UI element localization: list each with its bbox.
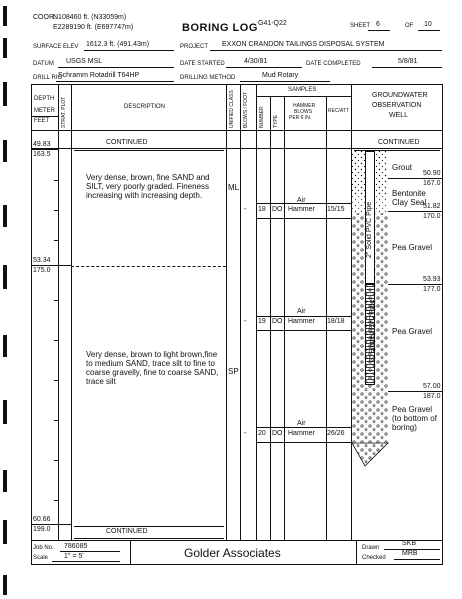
drilling-method: Mud Rotary (262, 72, 299, 79)
col-hammer-3: PER 6 IN. (289, 115, 312, 121)
sample-hammer-1: Air (297, 197, 306, 204)
drawn-label: Drawn (362, 545, 380, 551)
sample-rec: 15/15 (327, 206, 345, 213)
well-interval-depth-m: 51.82 (423, 203, 441, 210)
sample-type: DO (272, 430, 283, 437)
sheet-label: SHEET (350, 23, 371, 29)
well-continued: CONTINUED (378, 139, 420, 146)
col-unified-class: UNIFIED CLASS (229, 90, 235, 128)
solid-pipe-label: 2" Solid PVC Pipe (366, 201, 373, 258)
col-observation: OBSERVATION (372, 102, 422, 109)
job-no: 786085 (64, 543, 88, 550)
sample-hammer-2: Hammer (288, 318, 315, 325)
log-id: G41-Q22 (258, 20, 287, 27)
continued-top: CONTINUED (106, 139, 148, 146)
sample-rec: 26/26 (327, 430, 345, 437)
well-interval-depth-m: 53.93 (423, 276, 441, 283)
continued-bottom: CONTINUED (106, 528, 148, 535)
sample-type: DO (272, 206, 283, 213)
date-started-label: DATE STARTED (180, 61, 225, 67)
date-completed-label: DATE COMPLETED (306, 61, 361, 67)
sheet-total: 10 (424, 21, 432, 28)
project-name: EXXON CRANDON TAILINGS DISPOSAL SYSTEM (222, 41, 385, 48)
drawn-by: SKB (402, 540, 417, 547)
col-number: NUMBER (259, 106, 265, 128)
layer-description: Very dense, brown to light brown,fine to medium SAND, trace silt to fine to coarse gravelly, fine to coarse SAND, trace silt (86, 350, 219, 386)
well-interval-depth-m: 57.00 (423, 383, 441, 390)
well-interval-label: Pea Gravel (to bottom of boring) (392, 405, 437, 432)
col-depth-meter: METER (34, 108, 55, 114)
job-no-label: Job No. (33, 545, 54, 551)
sample-number: 19 (258, 318, 266, 325)
sample-blows: - (244, 206, 247, 213)
well-interval-label: Grout (392, 163, 413, 172)
depth-bottom-ft: 199.0 (33, 526, 51, 533)
drilling-method-label: DRILLING METHOD (180, 75, 236, 81)
col-strat-plot: STRAT. PLOT (61, 96, 67, 128)
surface-elev: 1612.3 ft. (491.43m) (86, 41, 150, 48)
sample-hammer-2: Hammer (288, 206, 315, 213)
well-interval-label: Pea Gravel (392, 327, 433, 336)
project-label: PROJECT (180, 44, 209, 50)
col-blows-foot: BLOWS / FOOT (243, 91, 249, 128)
col-hammer-1: HAMMER (293, 103, 316, 109)
well-interval-depth-m: 50.90 (423, 170, 441, 177)
col-well: WELL (389, 112, 409, 119)
well-interval-depth-ft: 187.0 (423, 393, 441, 400)
sample-hammer-1: Air (297, 308, 306, 315)
drill-rig-label: DRILL RIG (33, 75, 63, 81)
col-depth: DEPTH (34, 96, 55, 102)
date-started: 4/30/81 (244, 58, 268, 65)
coord-east: E2289190 ft. (E697747m) (53, 24, 134, 31)
sample-number: 20 (258, 430, 266, 437)
well-interval-depth-ft: 170.0 (423, 213, 441, 220)
checked-label: Checked (362, 555, 386, 561)
col-depth-feet: FEET (34, 118, 50, 124)
sheet-number: 6 (376, 21, 380, 28)
coord-north: N108460 ft. (N33059m) (53, 14, 127, 21)
layer-description: Very dense, brown, fine SAND and SILT, very poorly graded. Fineness increasing with increasing depth. (86, 173, 210, 200)
surface-elev-label: SURFACE ELEV (33, 44, 79, 50)
sample-hammer-1: Air (297, 420, 306, 427)
well-interval-label: Pea Gravel (392, 243, 433, 252)
sample-rec: 18/18 (327, 318, 345, 325)
col-type: TYPE (273, 114, 279, 128)
company-name: Golder Associates (184, 546, 281, 560)
checked-by: MRB (402, 550, 418, 557)
page-title: BORING LOG (182, 22, 258, 34)
layer-class: SP (228, 367, 239, 376)
sample-hammer-2: Hammer (288, 430, 315, 437)
drill-rig: Schramm Rotadrill T64HP (58, 72, 140, 79)
scale-label: Scale (33, 555, 49, 561)
col-samples: SAMPLES (288, 87, 317, 93)
datum: USGS MSL (66, 58, 103, 65)
col-rec-att: REC/ATT (328, 108, 350, 114)
datum-label: DATUM (33, 61, 54, 67)
col-hammer-2: BLOWS (294, 109, 313, 115)
scale: 1" = 5' (64, 553, 84, 560)
col-description: DESCRIPTION (124, 104, 166, 110)
well-interval-label: Bentonite Clay Seal (392, 189, 427, 207)
depth-top-m: 49.83 (33, 141, 51, 148)
sheet-of-label: OF (405, 23, 414, 29)
col-groundwater: GROUNDWATER (372, 92, 428, 99)
sample-blows: - (244, 318, 247, 325)
depth-bottom-m: 60.66 (33, 516, 51, 523)
sample-blows: - (244, 430, 247, 437)
date-completed: 5/8/81 (398, 58, 418, 65)
coord-label: COOR. (33, 14, 56, 21)
well-interval-depth-ft: 167.0 (423, 180, 441, 187)
depth-mid-m: 53.34 (33, 257, 51, 264)
well-interval-depth-ft: 177.0 (423, 286, 441, 293)
sample-number: 18 (258, 206, 266, 213)
sample-type: DO (272, 318, 283, 325)
depth-mid-ft: 175.0 (33, 267, 51, 274)
depth-top-ft: 163.5 (33, 151, 51, 158)
slotted-pipe-label: 2" Slotted PVC Pipe (369, 299, 376, 362)
layer-class: ML (228, 183, 240, 192)
